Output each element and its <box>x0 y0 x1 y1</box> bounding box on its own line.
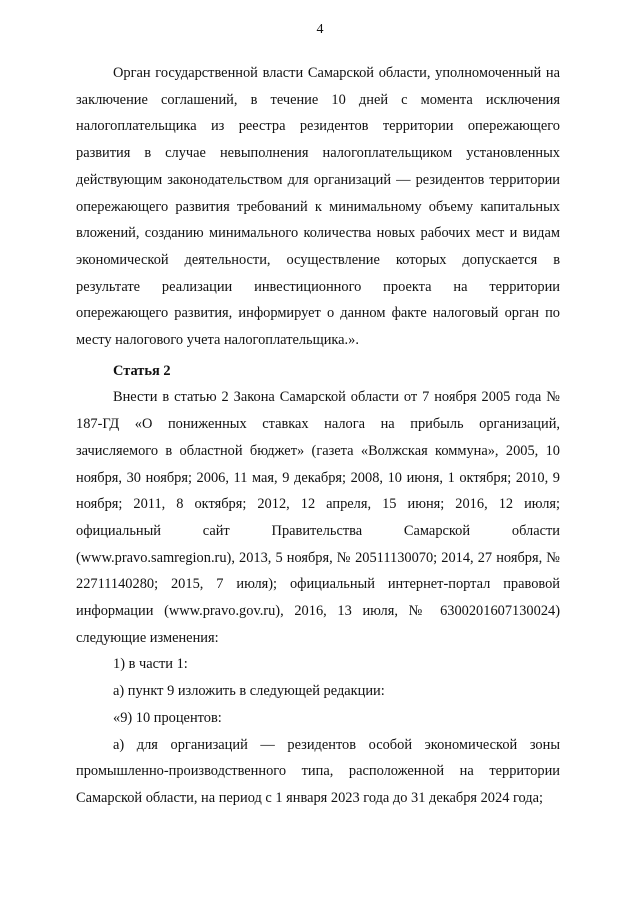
paragraph-special-economic-zone: а) для организаций — резидентов особой экономической зоны промышленно-производственного типа, расположенной на территории Самарской области, на период с 1 января 2023 года до 31 декабря 2024 года; <box>76 736 560 806</box>
document-body <box>76 60 560 812</box>
paragraph-amendment-intro: Внести в статью 2 Закона Самарской области от 7 ноября 2005 года № 187-ГД «О пониженных ставках налога на прибыль организаций, зачисляемого в областной бюджет» (газета «Волжская коммуна», 2005, 10 ноября, 30 ноября; 2006, 11 мая, 9 декабря; 2008, 10 июня, 1 октября; 2010, 9 ноября; 2011, 8 октября; 2012, 12 апреля, 15 июня; 2016, 12 июля; официальный сайт Правительства Самарской области (www.pravo.samregion.ru), 2013, 5 ноября, № 20511130070; 2014, 27 ноября, № 22711140280; 2015, 7 июля); официальный интернет-портал правовой информации (www.pravo.gov.ru), 2016, 13 июля, № 6300201607130024) следующие изменения: <box>76 389 560 646</box>
list-item-part-1: 1) в части 1: <box>113 656 188 673</box>
article-heading: Статья 2 <box>113 362 171 379</box>
page-number: 4 <box>316 22 324 37</box>
list-item-point-9: а) пункт 9 изложить в следующей редакции: <box>113 683 385 700</box>
list-item-ten-percent: «9) 10 процентов: <box>113 709 222 726</box>
paragraph-authority-notification: Орган государственной власти Самарской области, уполномоченный на заключение соглашений, в течение 10 дней с момента исключения налогоплательщика из реестра резидентов территории опережающего развития в случае невыполнения налогоплательщиком установленных действующим законодательством для организаций — резидентов территории опережающего развития требований к минимальному объему капитальных вложений, созданию минимального количества новых рабочих мест и видам экономической деятельности, осуществление которых допускается в результате реализации инвестиционного проекта на территории опережающего развития, информирует о данном факте налоговый орган по месту налогового учета налогоплательщика.». <box>76 65 560 349</box>
